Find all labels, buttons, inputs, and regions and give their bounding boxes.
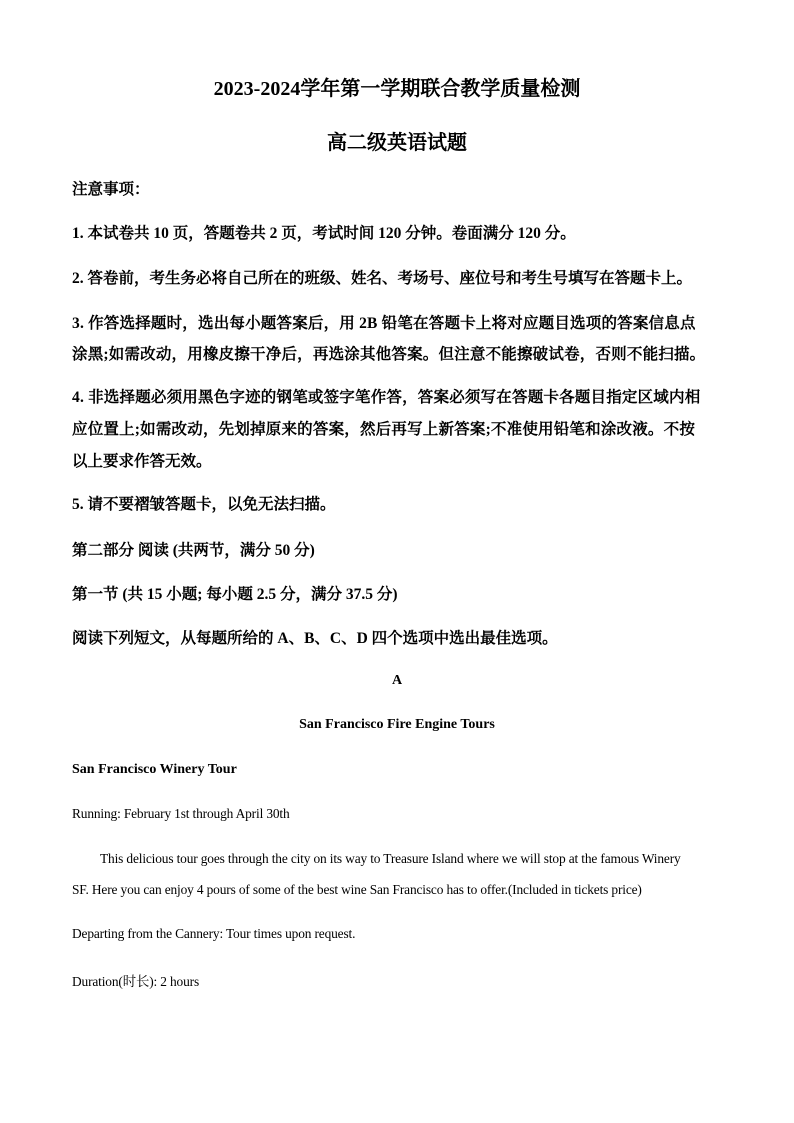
note-item-2: 2. 答卷前，考生务必将自己所在的班级、姓名、考场号、座位号和考生号填写在答题卡上。 xyxy=(72,270,693,287)
tour-name: San Francisco Winery Tour xyxy=(72,762,237,777)
tour-departing: Departing from the Cannery: Tour times upon request. xyxy=(72,926,356,941)
note-item-3-line-1: 3. 作答选择题时，选出每小题答案后，用 2B 铅笔在答题卡上将对应题目选项的答案信息点 xyxy=(72,315,696,332)
exam-title: 2023-2024学年第一学期联合教学质量检测 xyxy=(213,78,581,100)
note-item-3-line-2: 涂黑;如需改动，用橡皮擦干净后，再选涂其他答案。但注意不能擦破试卷，否则不能扫描。 xyxy=(72,346,706,363)
exam-subtitle: 高二级英语试题 xyxy=(327,132,467,154)
tour-duration: Duration(时长): 2 hours xyxy=(72,974,200,989)
passage-title: San Francisco Fire Engine Tours xyxy=(299,717,495,732)
section-subpart-heading: 第一节 (共 15 小题; 每小题 2.5 分，满分 37.5 分) xyxy=(72,586,398,603)
note-item-4-line-1: 4. 非选择题必须用黑色字迹的钢笔或签字笔作答，答案必须写在答题卡各题目指定区域内相 xyxy=(72,389,701,406)
tour-description-line-1: This delicious tour goes through the city on its way to Treasure Island where we will stop at the famous Winery xyxy=(100,851,681,866)
notes-heading: 注意事项： xyxy=(72,181,150,198)
note-item-4-line-3: 以上要求作答无效。 xyxy=(72,453,212,470)
tour-description-line-2: SF. Here you can enjoy 4 pours of some of the best wine San Francisco has to offer.(Included in tickets price) xyxy=(72,882,642,897)
note-item-4-line-2: 应位置上;如需改动，先划掉原来的答案，然后再写上新答案;不准使用铅笔和涂改液。不按 xyxy=(72,421,696,438)
passage-letter: A xyxy=(391,673,403,688)
section-part-heading: 第二部分 阅读 (共两节，满分 50 分) xyxy=(72,542,315,559)
note-item-1: 1. 本试卷共 10 页，答题卷共 2 页，考试时间 120 分钟。卷面满分 120 分。 xyxy=(72,225,576,242)
note-item-5: 5. 请不要褶皱答题卡，以免无法扫描。 xyxy=(72,496,336,513)
section-instruction: 阅读下列短文，从每题所给的 A、B、C、D 四个选项中选出最佳选项。 xyxy=(72,630,558,647)
tour-running-dates: Running: February 1st through April 30th xyxy=(72,806,290,821)
